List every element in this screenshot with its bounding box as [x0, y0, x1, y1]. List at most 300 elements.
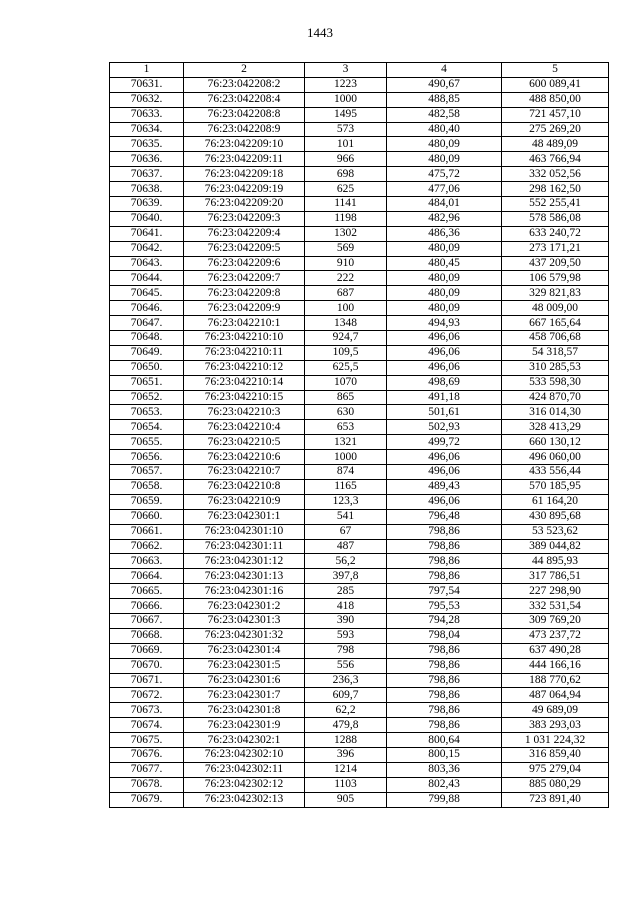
table-cell: 70644.: [110, 271, 184, 286]
table-cell: 70652.: [110, 390, 184, 405]
table-cell: 76:23:042301:2: [184, 599, 305, 614]
table-row: [110, 643, 609, 658]
table-cell: 1495: [305, 107, 387, 122]
table-row: [110, 688, 609, 703]
table-cell: 437 209,50: [502, 256, 609, 271]
table-cell: 874: [305, 465, 387, 480]
table-cell: 76:23:042208:9: [184, 122, 305, 137]
table-row: [110, 539, 609, 554]
table-cell: 482,96: [387, 211, 502, 226]
table-cell: 1000: [305, 92, 387, 107]
table-cell: 390: [305, 613, 387, 628]
table-cell: 70661.: [110, 524, 184, 539]
table-cell: 123,3: [305, 494, 387, 509]
table-cell: 48 009,00: [502, 301, 609, 316]
table-cell: 70653.: [110, 405, 184, 420]
table-cell: 573: [305, 122, 387, 137]
table-row: [110, 137, 609, 152]
table-cell: 70659.: [110, 494, 184, 509]
table-cell: 70658.: [110, 479, 184, 494]
table-cell: 687: [305, 286, 387, 301]
table-cell: 70656.: [110, 450, 184, 465]
table-cell: 222: [305, 271, 387, 286]
table-cell: 70631.: [110, 77, 184, 92]
table-cell: 885 080,29: [502, 777, 609, 792]
table-cell: 910: [305, 256, 387, 271]
table-cell: 502,93: [387, 420, 502, 435]
table-cell: 273 171,21: [502, 241, 609, 256]
table-row: [110, 107, 609, 122]
table-cell: 54 318,57: [502, 345, 609, 360]
table-cell: 496,06: [387, 450, 502, 465]
table-cell: 1302: [305, 226, 387, 241]
table-row: [110, 197, 609, 212]
table-cell: 76:23:042209:9: [184, 301, 305, 316]
table-cell: 796,48: [387, 509, 502, 524]
table-cell: 76:23:042209:3: [184, 211, 305, 226]
table-cell: 236,3: [305, 673, 387, 688]
table-row: [110, 211, 609, 226]
table-cell: 76:23:042209:11: [184, 152, 305, 167]
table-cell: 70675.: [110, 733, 184, 748]
table-row: [110, 92, 609, 107]
table-cell: 275 269,20: [502, 122, 609, 137]
table-cell: 482,58: [387, 107, 502, 122]
table-cell: 424 870,70: [502, 390, 609, 405]
table-cell: 298 162,50: [502, 182, 609, 197]
table-cell: 49 689,09: [502, 703, 609, 718]
table-cell: 496,06: [387, 331, 502, 346]
table-cell: 76:23:042210:4: [184, 420, 305, 435]
table-cell: 70636.: [110, 152, 184, 167]
table-row: [110, 584, 609, 599]
table-cell: 70642.: [110, 241, 184, 256]
table-cell: 76:23:042301:32: [184, 628, 305, 643]
table-cell: 593: [305, 628, 387, 643]
table-row: [110, 524, 609, 539]
column-header: 1: [110, 63, 184, 78]
table-cell: 578 586,08: [502, 211, 609, 226]
table-cell: 802,43: [387, 777, 502, 792]
table-cell: 76:23:042210:1: [184, 316, 305, 331]
table-cell: 76:23:042209:20: [184, 197, 305, 212]
table-header: [110, 63, 609, 78]
table-cell: 70668.: [110, 628, 184, 643]
table-row: [110, 286, 609, 301]
table-cell: 496,06: [387, 360, 502, 375]
table-cell: 76:23:042302:10: [184, 747, 305, 762]
table-cell: 630: [305, 405, 387, 420]
table-row: [110, 733, 609, 748]
table-row: [110, 360, 609, 375]
table-cell: 76:23:042209:18: [184, 167, 305, 182]
table-cell: 70641.: [110, 226, 184, 241]
table-cell: 76:23:042302:11: [184, 762, 305, 777]
column-header: 5: [502, 63, 609, 78]
table-cell: 486,36: [387, 226, 502, 241]
table-cell: 70647.: [110, 316, 184, 331]
table-cell: 698: [305, 167, 387, 182]
table-cell: 798,86: [387, 658, 502, 673]
table-row: [110, 375, 609, 390]
table-row: [110, 256, 609, 271]
table-row: [110, 316, 609, 331]
table-cell: 70640.: [110, 211, 184, 226]
table-row: [110, 673, 609, 688]
table-cell: 106 579,98: [502, 271, 609, 286]
table-cell: 70650.: [110, 360, 184, 375]
table-cell: 924,7: [305, 331, 387, 346]
table-cell: 328 413,29: [502, 420, 609, 435]
table-cell: 625,5: [305, 360, 387, 375]
table-cell: 975 279,04: [502, 762, 609, 777]
table-cell: 458 706,68: [502, 331, 609, 346]
table-row: [110, 509, 609, 524]
table-cell: 316 859,40: [502, 747, 609, 762]
table-cell: 798,86: [387, 718, 502, 733]
table-cell: 310 285,53: [502, 360, 609, 375]
table-cell: 496,06: [387, 494, 502, 509]
table-cell: 1165: [305, 479, 387, 494]
table-cell: 70677.: [110, 762, 184, 777]
table-cell: 499,72: [387, 435, 502, 450]
table-row: [110, 331, 609, 346]
table-cell: 480,09: [387, 286, 502, 301]
table-row: [110, 345, 609, 360]
table-cell: 76:23:042209:19: [184, 182, 305, 197]
table-cell: 70651.: [110, 375, 184, 390]
table-cell: 70669.: [110, 643, 184, 658]
table-cell: 70679.: [110, 792, 184, 807]
table-cell: 1198: [305, 211, 387, 226]
table-row: [110, 628, 609, 643]
table-row: [110, 167, 609, 182]
table-cell: 488,85: [387, 92, 502, 107]
table-cell: 480,45: [387, 256, 502, 271]
table-cell: 76:23:042210:11: [184, 345, 305, 360]
table-cell: 865: [305, 390, 387, 405]
table-cell: 397,8: [305, 569, 387, 584]
table-cell: 76:23:042209:6: [184, 256, 305, 271]
table-cell: 76:23:042209:7: [184, 271, 305, 286]
table-cell: 479,8: [305, 718, 387, 733]
table-cell: 70672.: [110, 688, 184, 703]
table-cell: 533 598,30: [502, 375, 609, 390]
table-cell: 70632.: [110, 92, 184, 107]
header-row: [110, 63, 609, 78]
table-cell: 418: [305, 599, 387, 614]
table-cell: 498,69: [387, 375, 502, 390]
table-cell: 798,86: [387, 539, 502, 554]
table-cell: 798,86: [387, 703, 502, 718]
table-cell: 70634.: [110, 122, 184, 137]
table-row: [110, 182, 609, 197]
table-cell: 70646.: [110, 301, 184, 316]
table-cell: 496,06: [387, 345, 502, 360]
table-row: [110, 450, 609, 465]
table-row: [110, 435, 609, 450]
table-cell: 76:23:042301:13: [184, 569, 305, 584]
table-cell: 76:23:042301:1: [184, 509, 305, 524]
table-cell: 70666.: [110, 599, 184, 614]
table-cell: 484,01: [387, 197, 502, 212]
table-cell: 1214: [305, 762, 387, 777]
table-cell: 721 457,10: [502, 107, 609, 122]
table-cell: 1070: [305, 375, 387, 390]
table-cell: 556: [305, 658, 387, 673]
column-header: 2: [184, 63, 305, 78]
table-cell: 76:23:042209:4: [184, 226, 305, 241]
table-cell: 70664.: [110, 569, 184, 584]
table-cell: 798,04: [387, 628, 502, 643]
table-cell: 76:23:042301:9: [184, 718, 305, 733]
table-cell: 489,43: [387, 479, 502, 494]
table-cell: 723 891,40: [502, 792, 609, 807]
table-cell: 396: [305, 747, 387, 762]
table-cell: 70676.: [110, 747, 184, 762]
table-cell: 569: [305, 241, 387, 256]
table-cell: 541: [305, 509, 387, 524]
table-cell: 76:23:042302:13: [184, 792, 305, 807]
table-cell: 70637.: [110, 167, 184, 182]
table-cell: 76:23:042210:3: [184, 405, 305, 420]
table-cell: 798: [305, 643, 387, 658]
table-cell: 317 786,51: [502, 569, 609, 584]
table-cell: 490,67: [387, 77, 502, 92]
table-cell: 188 770,62: [502, 673, 609, 688]
table-cell: 70649.: [110, 345, 184, 360]
table-row: [110, 777, 609, 792]
table-cell: 76:23:042210:12: [184, 360, 305, 375]
page-number: 1443: [307, 25, 333, 40]
column-header: 4: [387, 63, 502, 78]
table-cell: 70654.: [110, 420, 184, 435]
table-cell: 76:23:042301:3: [184, 613, 305, 628]
table-cell: 487: [305, 539, 387, 554]
table-cell: 309 769,20: [502, 613, 609, 628]
table-cell: 76:23:042301:7: [184, 688, 305, 703]
table-cell: 795,53: [387, 599, 502, 614]
table-cell: 76:23:042208:4: [184, 92, 305, 107]
table-cell: 70674.: [110, 718, 184, 733]
table-cell: 76:23:042301:12: [184, 554, 305, 569]
table-cell: 798,86: [387, 554, 502, 569]
table-cell: 70671.: [110, 673, 184, 688]
table-cell: 1 031 224,32: [502, 733, 609, 748]
table-row: [110, 271, 609, 286]
table-cell: 227 298,90: [502, 584, 609, 599]
table-row: [110, 599, 609, 614]
table-row: [110, 569, 609, 584]
table-cell: 1141: [305, 197, 387, 212]
table-cell: 76:23:042210:14: [184, 375, 305, 390]
table-cell: 463 766,94: [502, 152, 609, 167]
table-cell: 1000: [305, 450, 387, 465]
table-row: [110, 792, 609, 807]
table-cell: 70643.: [110, 256, 184, 271]
table-cell: 70665.: [110, 584, 184, 599]
table-cell: 76:23:042301:4: [184, 643, 305, 658]
table-cell: 76:23:042209:8: [184, 286, 305, 301]
table-cell: 1103: [305, 777, 387, 792]
table-cell: 61 164,20: [502, 494, 609, 509]
table-cell: 480,09: [387, 152, 502, 167]
table-cell: 70678.: [110, 777, 184, 792]
table-cell: 332 531,54: [502, 599, 609, 614]
table-cell: 501,61: [387, 405, 502, 420]
table-cell: 383 293,03: [502, 718, 609, 733]
table-cell: 798,86: [387, 569, 502, 584]
table-cell: 76:23:042302:12: [184, 777, 305, 792]
table-cell: 1321: [305, 435, 387, 450]
table-cell: 70639.: [110, 197, 184, 212]
table-cell: 633 240,72: [502, 226, 609, 241]
table-cell: 800,15: [387, 747, 502, 762]
table-cell: 433 556,44: [502, 465, 609, 480]
table-cell: 637 490,28: [502, 643, 609, 658]
table-cell: 70635.: [110, 137, 184, 152]
table-cell: 70638.: [110, 182, 184, 197]
table-cell: 76:23:042210:15: [184, 390, 305, 405]
table-row: [110, 241, 609, 256]
table-cell: 625: [305, 182, 387, 197]
table-cell: 797,54: [387, 584, 502, 599]
table-cell: 76:23:042210:10: [184, 331, 305, 346]
table-cell: 76:23:042210:7: [184, 465, 305, 480]
table-cell: 56,2: [305, 554, 387, 569]
data-table: [109, 62, 609, 808]
column-header: 3: [305, 63, 387, 78]
table-cell: 62,2: [305, 703, 387, 718]
table-cell: 76:23:042208:8: [184, 107, 305, 122]
table-cell: 101: [305, 137, 387, 152]
table-cell: 480,09: [387, 137, 502, 152]
table-cell: 609,7: [305, 688, 387, 703]
table-cell: 76:23:042210:6: [184, 450, 305, 465]
table-cell: 76:23:042301:5: [184, 658, 305, 673]
table-cell: 70667.: [110, 613, 184, 628]
table-cell: 794,28: [387, 613, 502, 628]
table-cell: 329 821,83: [502, 286, 609, 301]
table-cell: 70655.: [110, 435, 184, 450]
table-cell: 76:23:042301:8: [184, 703, 305, 718]
table-row: [110, 747, 609, 762]
table-row: [110, 613, 609, 628]
table-cell: 76:23:042210:8: [184, 479, 305, 494]
table-cell: 332 052,56: [502, 167, 609, 182]
table-cell: 109,5: [305, 345, 387, 360]
table-cell: 70673.: [110, 703, 184, 718]
table-cell: 798,86: [387, 643, 502, 658]
table-row: [110, 390, 609, 405]
table-cell: 53 523,62: [502, 524, 609, 539]
table-cell: 473 237,72: [502, 628, 609, 643]
table-cell: 389 044,82: [502, 539, 609, 554]
table-cell: 570 185,95: [502, 479, 609, 494]
table-cell: 76:23:042302:1: [184, 733, 305, 748]
table-cell: 100: [305, 301, 387, 316]
table-cell: 70660.: [110, 509, 184, 524]
table-cell: 480,09: [387, 271, 502, 286]
table-cell: 491,18: [387, 390, 502, 405]
table-cell: 76:23:042210:9: [184, 494, 305, 509]
table-cell: 70657.: [110, 465, 184, 480]
table-cell: 70670.: [110, 658, 184, 673]
table-cell: 496,06: [387, 465, 502, 480]
table-cell: 70633.: [110, 107, 184, 122]
table-cell: 480,09: [387, 241, 502, 256]
table-cell: 477,06: [387, 182, 502, 197]
table-cell: 798,86: [387, 688, 502, 703]
table-cell: 905: [305, 792, 387, 807]
table-cell: 552 255,41: [502, 197, 609, 212]
table-cell: 1223: [305, 77, 387, 92]
table-cell: 76:23:042301:10: [184, 524, 305, 539]
table-row: [110, 77, 609, 92]
table-row: [110, 405, 609, 420]
table-cell: 798,86: [387, 524, 502, 539]
table-cell: 653: [305, 420, 387, 435]
table-cell: 480,40: [387, 122, 502, 137]
table-cell: 800,64: [387, 733, 502, 748]
table-cell: 966: [305, 152, 387, 167]
table-row: [110, 152, 609, 167]
table-row: [110, 494, 609, 509]
table-row: [110, 226, 609, 241]
table-cell: 316 014,30: [502, 405, 609, 420]
table-cell: 798,86: [387, 673, 502, 688]
table-cell: 285: [305, 584, 387, 599]
table-cell: 660 130,12: [502, 435, 609, 450]
table-cell: 487 064,94: [502, 688, 609, 703]
table-cell: 488 850,00: [502, 92, 609, 107]
table-row: [110, 479, 609, 494]
table-row: [110, 703, 609, 718]
table-cell: 76:23:042209:5: [184, 241, 305, 256]
table-cell: 1288: [305, 733, 387, 748]
table-cell: 76:23:042209:10: [184, 137, 305, 152]
table-row: [110, 554, 609, 569]
table-cell: 48 489,09: [502, 137, 609, 152]
table-cell: 1348: [305, 316, 387, 331]
table-cell: 76:23:042208:2: [184, 77, 305, 92]
table-row: [110, 301, 609, 316]
table-cell: 600 089,41: [502, 77, 609, 92]
table-cell: 76:23:042301:11: [184, 539, 305, 554]
table-cell: 67: [305, 524, 387, 539]
table-cell: 70648.: [110, 331, 184, 346]
table-cell: 44 895,93: [502, 554, 609, 569]
table-cell: 76:23:042301:16: [184, 584, 305, 599]
table-cell: 494,93: [387, 316, 502, 331]
table-cell: 444 166,16: [502, 658, 609, 673]
table-cell: 496 060,00: [502, 450, 609, 465]
table-cell: 70662.: [110, 539, 184, 554]
table-cell: 70645.: [110, 286, 184, 301]
table-cell: 667 165,64: [502, 316, 609, 331]
table-cell: 76:23:042210:5: [184, 435, 305, 450]
table-row: [110, 420, 609, 435]
table-row: [110, 122, 609, 137]
table-cell: 480,09: [387, 301, 502, 316]
table-cell: 76:23:042301:6: [184, 673, 305, 688]
table-row: [110, 718, 609, 733]
table-row: [110, 762, 609, 777]
table-row: [110, 465, 609, 480]
table-body: [110, 77, 609, 807]
table-cell: 803,36: [387, 762, 502, 777]
table-cell: 430 895,68: [502, 509, 609, 524]
